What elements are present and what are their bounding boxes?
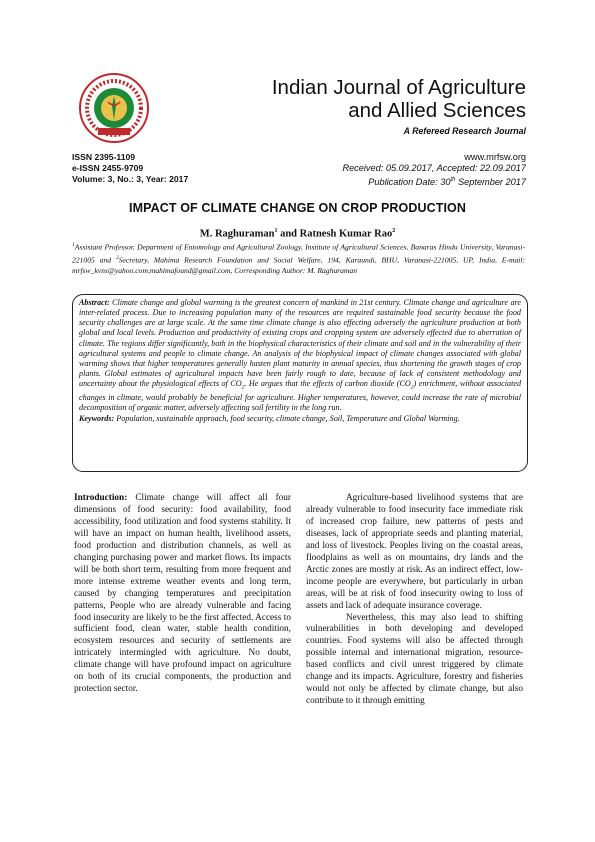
journal-logo <box>78 72 150 144</box>
logo-emblem-icon <box>78 72 150 144</box>
journal-subtitle: A Refereed Research Journal <box>403 126 526 136</box>
abstract-box <box>72 294 528 472</box>
body-column-right <box>306 493 523 708</box>
eissn: e-ISSN 2455-9709 <box>72 163 144 173</box>
body-column-left <box>74 493 291 696</box>
affiliations: $^1$Assistant Professor, Department of Entomology and Agricultural Zoology, Institute of Agricultural Sciences, Banaras Hindu University, Varanasi-221005 and $^2$Secretary, Mahima Research Foundation and Social Welfare, 194, Karaundi, BHU, Varanasi-221005, UP, India, E-mail: mrfsw_kvns@yahoo.com,mahimafound@gmail.com, Corresponding Author: M. Raghuraman <box>72 242 525 276</box>
keywords-label: Keywords: <box>79 414 115 424</box>
intro-label: Introduction: <box>74 493 128 503</box>
publication-meta <box>270 152 526 188</box>
volume-info: Volume: 3, No.: 3, Year: 2017 <box>72 174 189 184</box>
keywords: Keywords: Population, sustainable approach, food security, climate change, Soil, Temperature and Global Warming. <box>79 414 460 424</box>
body-paragraph: Agriculture-based livelihood systems that are already vulnerable to food insecurity face immediate risk of increased crop failure, new patterns of pests and diseases, lack of appropriate seeds and planting material, and loss of livestock. Peoples living on the coastal areas, floodplains as well as on mountains, dry lands and the Arctic zones are mostly at risk. As an indirect effect, low-income people are everywhere, but particularly in urban areas, will be at risk of food insecurity owing to loss of assets and lack of adequate insurance coverage. <box>306 493 523 611</box>
journal-title <box>200 76 526 122</box>
journal-title-line2: and Allied Sciences <box>348 99 526 122</box>
intro-paragraph: Introduction: Climate change will affect all four dimensions of food security: food availability, food accessibility, food utilization and food systems stability. It will have an impact on human health, livelihood assets, food production and distribution channels, as well as changing purchasing power and market flows. Its impacts will be both short term, resulting from more frequent and more intense extreme weather events and long term, caused by changing temperatures and precipitation patterns, People who are already vulnerable and facing food insecurity are likely to be the first affected. Access to sufficient food, clean water, stable health condition, ecosystem resources and security of settlements are intricately intermingled with agriculture. No doubt, climate change will have profound impact on agriculture on both of its crucial components, the production and protection sector. <box>74 493 291 695</box>
paper-title: IMPACT OF CLIMATE CHANGE ON CROP PRODUCTION <box>129 201 466 215</box>
abstract-label: Abstract: <box>79 298 110 307</box>
issn-block <box>72 152 188 185</box>
received-dates: Received: 05.09.2017, Accepted: 22.09.2017 <box>342 163 526 174</box>
authors: M. Raghuraman$^1$ and Ratnesh Kumar Rao$^2$ <box>199 228 396 240</box>
publication-date: Publication Date: 30th September 2017 <box>368 176 526 187</box>
abstract: Abstract: Climate change and global warming is the greatest concern of mankind in 21st century. Climate change and agriculture are inter-related process. Due to increasing population many of the resources are required sustainable food security because the food security challenges are at large scale. At the same time climate change is also effecting adversely the agriculture production at both global and local levels. Production and productivity of existing crops and cropping system are adversely effected due to aberration of climate. The regions differ significantly, both in the biophysical characteristics of their climate and soil and in the vulnerability of their agricultural systems and people to climate change. An analysis of the biophysical impact of climate changes associated with global warming shows that higher temperatures generally hasten plant maturity in annual species, thus shortening the growth stages of crop plants. Global estimates of agricultural impacts have been fairly rough to date, because of lack of consistent methodology and uncertainty about the physiological effects of $CO_2$. He argues that the effects of carbon dioxide $(CO_2)$ enrichment, without associated changes in climate, would probably be beneficial for agriculture. Higher temperatures, however, could increase the rate of microbial decomposition of organic matter, adversely affecting soil fertility in the long run. <box>79 298 522 413</box>
issn: ISSN 2395-1109 <box>72 152 136 162</box>
journal-title-line1: Indian Journal of Agriculture <box>271 76 526 99</box>
body-paragraph: Nevertheless, this may also lead to shifting vulnerabilities in both developing and developed countries. Food systems will also be affected through possible internal and international migration, resource- based conflicts and civil unrest triggered by climate change and its impacts. Agriculture, forestry and fisheries would not only be affected by climate change, but also contribute to it through emitting <box>306 612 523 707</box>
website-link[interactable]: www.mrfsw.org <box>464 152 526 162</box>
